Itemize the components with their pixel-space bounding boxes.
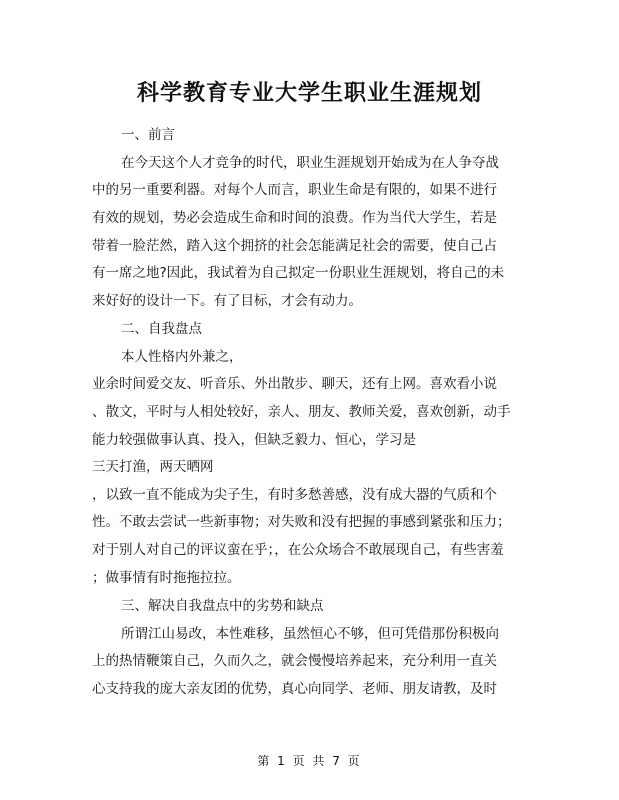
paragraph-line: 有效的规划，势必会造成生命和时间的浪费。作为当代大学生，若是: [92, 210, 497, 226]
paragraph-line: 中的另一重要利器。对每个人而言，职业生命是有限的，如果不进行: [92, 182, 497, 198]
paragraph-line: 来好好的设计一下。有了目标，才会有动力。: [92, 293, 362, 309]
paragraph-line: 有一席之地?因此，我试着为自己拟定一份职业生涯规划，将自己的未: [92, 265, 505, 281]
paragraph-line: 上的热情鞭策自己，久而久之，就会慢慢培养起来，充分利用一直关: [92, 653, 497, 669]
paragraph-line: 本人性格内外兼之，: [121, 349, 243, 365]
paragraph-line: ，以致一直不能成为尖子生，有时多愁善感，没有成大器的气质和个: [92, 487, 497, 503]
paragraph-line: 业余时间爱交友、听音乐、外出散步、聊天，还有上网。喜欢看小说: [92, 376, 497, 392]
page-number-footer: 第 1 页 共 7 页: [257, 754, 362, 768]
paragraph-line: 、散文，平时与人相处较好，亲人、朋友、教师关爱，喜欢创新，动手: [92, 404, 511, 420]
paragraph-line: 能力较强做事认真、投入，但缺乏毅力、恒心，学习是: [92, 432, 416, 448]
section-heading-preface: 一、前言: [121, 127, 175, 143]
section-heading-solutions: 三、解决自我盘点中的劣势和缺点: [121, 598, 324, 614]
paragraph-line: 性。不敢去尝试一些新事物；对失败和没有把握的事感到紧张和压力；: [92, 514, 511, 530]
document-title: 科学教育专业大学生职业生涯规划: [136, 80, 482, 106]
paragraph-line: 三天打渔，两天晒网: [92, 459, 214, 475]
paragraph-line: 在今天这个人才竞争的时代，职业生涯规划开始成为在人争夺战: [121, 155, 499, 171]
paragraph-line: 所谓江山易改，本性难移，虽然恒心不够，但可凭借那份积极向: [121, 626, 499, 642]
paragraph-line: 心支持我的庞大亲友团的优势，真心向同学、老师、朋友请教，及时: [92, 681, 497, 697]
paragraph-line: 带着一脸茫然，踏入这个拥挤的社会怎能满足社会的需要，使自己占: [92, 238, 497, 254]
paragraph-line: ；做事情有时拖拖拉拉。: [92, 570, 241, 586]
section-heading-self-inventory: 二、自我盘点: [121, 321, 202, 337]
paragraph-line: 对于别人对自己的评议蛮在乎；，在公众场合不敢展现自己，有些害羞: [92, 542, 504, 558]
